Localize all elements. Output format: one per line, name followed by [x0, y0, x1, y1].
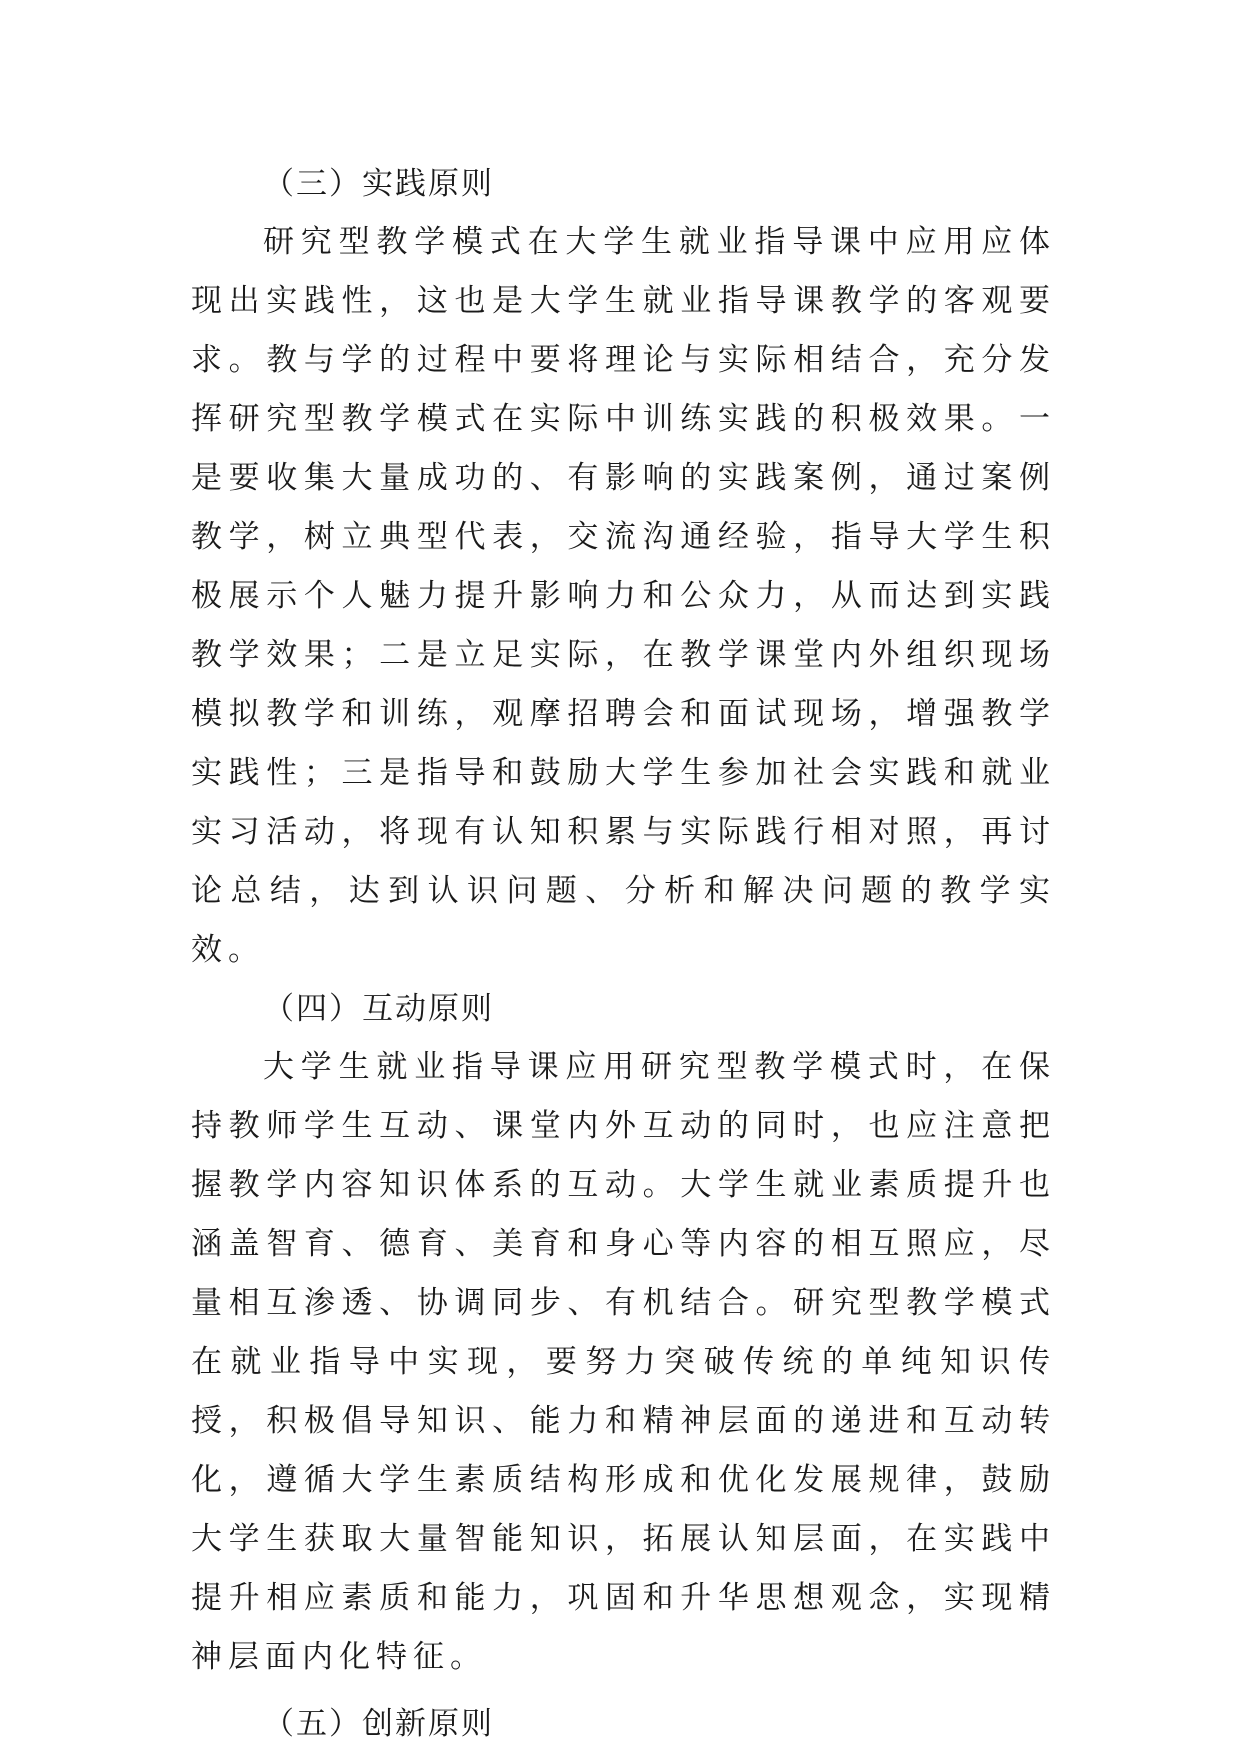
section-heading-practice: （三）实践原则	[263, 166, 494, 202]
section-spacer	[191, 1687, 1056, 1695]
section-paragraph-interaction: 大学生就业指导课应用研究型教学模式时，在保持教师学生互动、课堂内外互动的同时，也应注意把握教学内容知识体系的互动。大学生就业素质提升也涵盖智育、德育、美育和身心等内容的相互照应，尽量相互渗透、协调同步、有机结合。研究型教学模式在就业指导中实现，要努力突破传统的单纯知识传授，积极倡导知识、能力和精神层面的递进和互动转化，遵循大学生素质结构形成和优化发展规律，鼓励大学生获取大量智能知识，拓展认知层面，在实践中提升相应素质和能力，巩固和升华思想观念，实现精神层面内化特征。	[191, 1049, 1056, 1675]
section-heading-innovation: （五）创新原则	[263, 1706, 494, 1742]
document-body	[191, 155, 1056, 1753]
section-heading-interaction: （四）互动原则	[263, 991, 494, 1027]
section-paragraph-practice: 研究型教学模式在大学生就业指导课中应用应体现出实践性，这也是大学生就业指导课教学的客观要求。教与学的过程中要将理论与实际相结合，充分发挥研究型教学模式在实际中训练实践的积极效果。一是要收集大量成功的、有影响的实践案例，通过案例教学，树立典型代表，交流沟通经验，指导大学生积极展示个人魅力提升影响力和公众力，从而达到实践教学效果；二是立足实际，在教学课堂内外组织现场模拟教学和训练，观摩招聘会和面试现场，增强教学实践性；三是指导和鼓励大学生参加社会实践和就业实习活动，将现有认知积累与实际践行相对照，再讨论总结，达到认识问题、分析和解决问题的教学实效。	[191, 224, 1056, 968]
